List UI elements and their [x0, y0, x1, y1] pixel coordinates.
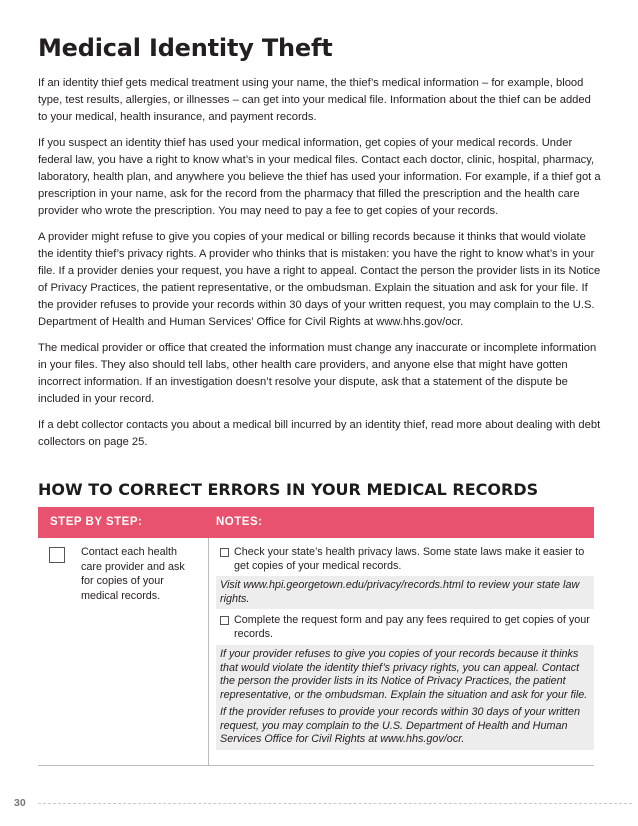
footer-rule: [38, 803, 632, 804]
note-tint-text: Visit www.hpi.georgetown.edu/privacy/records.html to review your state law rights.: [220, 579, 580, 605]
note-check-request-form: [220, 614, 594, 641]
paragraph: If an identity thief gets medical treatment using your name, the thief’s medical information – for example, blood type, test results, allergies, or illnesses – can get into your medical file. Information about the thief can be added to your medical, health insurance, and payment records.: [38, 77, 591, 123]
note-text: Complete the request form and pay any fees required to get copies of your records.: [234, 614, 590, 640]
step-text: Contact each health care provider and ask for copies of your medical records.: [81, 546, 185, 602]
header-notes: NOTES:: [216, 516, 263, 528]
paragraph: If a debt collector contacts you about a medical bill incurred by an identity thief, read more about dealing with debt collectors on page 25.: [38, 419, 601, 448]
paragraph: If you suspect an identity thief has used your medical information, get copies of your medical records. Under federal law, you have a right to know what’s in your medical files. Contact each doctor, clinic, hospital, pharmacy, laboratory, health plan, and anywhere you believe the thief has used your information. For example, if a thief got a prescription in your name, ask for the record from the pharmacy that filled the prescription and the health care provider who wrote the prescription. You may need to pay a fee to get copies of your records.: [38, 137, 601, 217]
paragraph: The medical provider or office that created the information must change any inaccurate or incomplete information in your files. They also should tell labs, other health care providers, and anyone else that might have gotten incorrect information. If an investigation doesn’t resolve your dispute, ask that a statement of the dispute be included in your record.: [38, 342, 597, 405]
note-tint-visit: [216, 576, 594, 609]
page-title: Medical Identity Theft: [38, 34, 333, 62]
page-number: 30: [14, 797, 26, 809]
note-checkbox[interactable]: [220, 548, 229, 557]
note-check-state-laws: [220, 546, 594, 573]
column-divider: [208, 538, 209, 766]
paragraph: A provider might refuse to give you copies of your medical or billing records because it thinks that would violate the identity thief’s privacy rights. A provider who thinks that is mistaken: you have the right to know what’s in your file. If a provider denies your request, you have a right to appeal. Contact the person the provider lists in its Notice of Privacy Practices, the patient representative, or the ombudsman. Explain the situation and ask for your file. If the provider refuses to provide your records within 30 days of your written request, you may complain to the U.S. Department of Health and Human Services’ Office for Civil Rights at www.hhs.gov/ocr.: [38, 231, 601, 328]
note-text: Check your state’s health privacy laws. Some state laws make it easier to get copies of your medical records.: [234, 546, 585, 572]
note-tint-appeal: [216, 645, 594, 750]
table-header: [38, 507, 594, 538]
note-tint-text: If the provider refuses to provide your records within 30 days of your written request, you may complain to the U.S. Department of Health and Human Services Office for Civil Rights at www.hhs.gov/ocr.: [220, 706, 581, 745]
intro-text: [38, 75, 603, 460]
note-checkbox[interactable]: [220, 616, 229, 625]
step-checkbox[interactable]: [49, 547, 65, 563]
section-title: HOW TO CORRECT ERRORS IN YOUR MEDICAL RECORDS: [38, 480, 539, 499]
header-step-by-step: STEP BY STEP:: [50, 516, 143, 528]
note-tint-text: If your provider refuses to give you copies of your records because it thinks that would violate the identity thief’s privacy rights, you can appeal. Contact the person the provider lists in its Notice of Privacy Practices, the patient representative, or the ombudsman. Explain the situation and ask for your file.: [220, 648, 588, 701]
table-bottom-rule: [38, 765, 594, 766]
